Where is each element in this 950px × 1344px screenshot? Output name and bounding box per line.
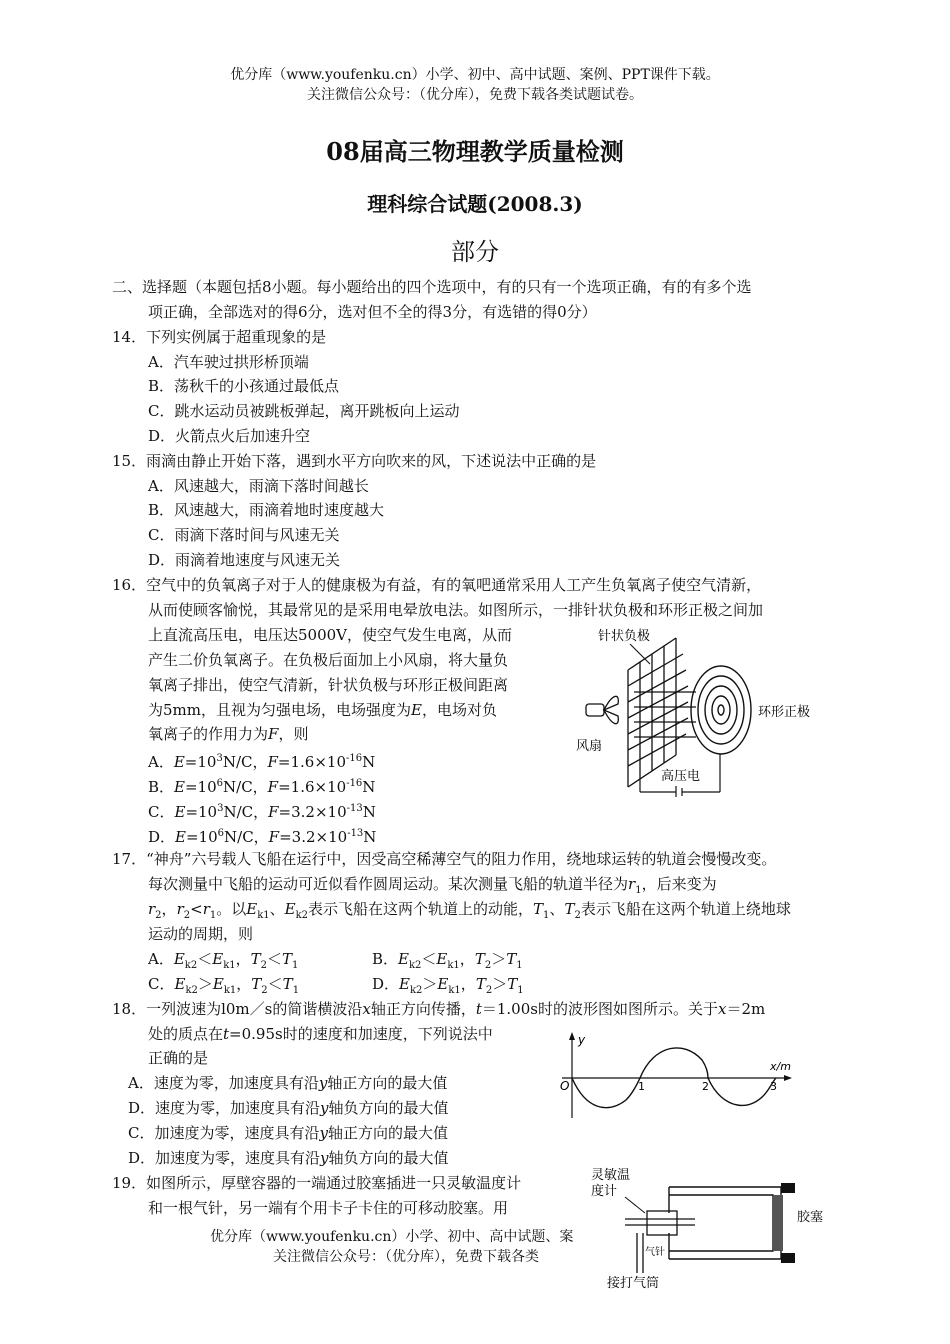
var-t: T (282, 975, 293, 993)
q18-line2 (148, 1022, 493, 1046)
sub-2: 2 (183, 910, 191, 921)
var-f: F (268, 828, 280, 846)
sub-1: 1 (635, 885, 642, 896)
option-label: C． (148, 803, 175, 821)
q16-line6-text-b: ，电场对负 (421, 701, 497, 719)
text: 表示飞船在这两个轨道上的动能， (308, 900, 534, 918)
section-instruction-line2: 项正确，全部选对的得6分，选对但不全的得3分，有选错的得0分） (148, 303, 597, 321)
text: 。以 (216, 900, 247, 918)
q16-option-d (148, 822, 376, 849)
q16-var-f: F (268, 725, 279, 743)
fan-icon (586, 696, 618, 723)
gt: ＞ (491, 950, 507, 968)
var-e: E (436, 950, 448, 968)
eq: = (277, 753, 291, 771)
y-axis-arrow (569, 1032, 575, 1040)
q15-option-b: B．风速越大，雨滴着地时速度越大 (148, 501, 385, 519)
sub-k2: k2 (185, 985, 198, 996)
text: 18．一列波速为l0m／s的简谐横波沿 (112, 1000, 363, 1018)
q15-option-a: A．风速越大，雨滴下落时间越长 (148, 477, 369, 495)
q16-line7-text-b: ，则 (278, 725, 309, 743)
var-e: E (284, 900, 296, 918)
var-e: E (212, 950, 224, 968)
q16-line4: 产生二价负氧离子。在负极后面加上小风扇，将大量负 (148, 651, 509, 669)
var-t: T (564, 900, 575, 918)
text: A．速度为零，加速度具有沿 (128, 1074, 319, 1092)
watermark-header-line2: 关注微信公众号：（优分库），免费下载各类试题试卷。 (307, 87, 643, 103)
comma: ， (459, 950, 475, 968)
var-e: E (173, 753, 185, 771)
gt: ＞ (197, 975, 213, 993)
q19-fig-needle-label: 气针 (645, 1247, 665, 1258)
var-r: r (148, 900, 156, 918)
var-e: E (398, 950, 409, 968)
q16-option-a (148, 747, 375, 774)
f-coef: 1.6 (290, 778, 315, 796)
sub-k2: k2 (408, 960, 422, 971)
f-coef: 3.2 (291, 803, 315, 821)
sub-k1: k1 (223, 985, 237, 996)
var-y: y (320, 1149, 329, 1167)
var-e: E (437, 975, 449, 993)
q15-option-c: C．雨滴下落时间与风速无关 (148, 526, 340, 544)
var-t: T (250, 950, 261, 968)
option-label: A． (148, 950, 174, 968)
var-r: r (176, 900, 184, 918)
q14-option-a: A．汽车驶过拱形桥顶端 (148, 353, 309, 371)
y-axis-label: y (578, 1033, 586, 1047)
option-label: D． (148, 828, 176, 846)
ring-electrode-spiral (691, 666, 751, 754)
var-f: F (267, 778, 279, 796)
lt: ＜ (267, 950, 283, 968)
var-e: E (399, 975, 410, 993)
therm-pointer-line (625, 1197, 645, 1213)
gt: ＞ (422, 975, 438, 993)
sub-2: 2 (485, 985, 493, 996)
unit-e: N/C， (223, 803, 269, 821)
f-exponent: -16 (346, 753, 363, 764)
watermark-header-line1: 优分库（www.youfenku.cn）小学、初中、高中试题、案例、PPT课件下载。 (230, 67, 720, 83)
option-label: D． (372, 975, 400, 993)
lt: ＜ (421, 950, 437, 968)
sub-2: 2 (261, 985, 268, 996)
q19-fig-plug-label: 胶塞 (797, 1210, 824, 1225)
eq-ten: =10 (184, 778, 217, 796)
q19-line2: 和一根气针，另一端有个用卡子卡住的可移动胶塞。用 (148, 1199, 509, 1217)
var-r: r (202, 900, 210, 918)
x-tick-3: 3 (770, 1080, 777, 1093)
text: 每次测量中飞船的运动可近似看作圆周运动。某次测量飞船的轨道半径为 (148, 875, 629, 893)
q16-option-c (148, 797, 376, 824)
e-exponent: 6 (217, 828, 225, 839)
comma: ， (236, 975, 252, 993)
text: 、 (549, 900, 565, 918)
sub-k1: k1 (257, 910, 270, 921)
q16-figure-ionizer (568, 622, 828, 797)
q14-stem: 14．下列实例属于超重现象的是 (112, 328, 327, 346)
q16-var-e: E (411, 701, 422, 719)
page-part: 部分 (451, 238, 499, 266)
unit-f: N (362, 778, 376, 796)
sub-1: 1 (543, 910, 550, 921)
var-e: E (174, 778, 185, 796)
air-needle-tube (637, 1233, 643, 1273)
var-t: T (251, 975, 262, 993)
section-instruction-line1: 二、选择题（本题包括8小题。每小题给出的四个选项中，有的只有一个选项正确，有的有多个选 (112, 278, 752, 296)
q18-option-a (128, 1071, 447, 1095)
q19-fig-therm-label-2: 度计 (591, 1184, 618, 1199)
var-f: F (267, 753, 278, 771)
page-title: 08届高三物理教学质量检测 (326, 137, 624, 166)
text: ＝2m (726, 1000, 766, 1018)
sub-k1: k1 (448, 985, 461, 996)
var-t: T (475, 975, 486, 993)
var-r: r (628, 875, 636, 893)
q19-line1: 19．如图所示，厚壁容器的一端通过胶塞插进一只灵敏温度计 (112, 1174, 522, 1192)
q16-line7-text: 氧离子的作用力为 (148, 725, 269, 743)
q18-line3: 正确的是 (148, 1049, 209, 1067)
sub-1: 1 (209, 910, 217, 921)
eq: = (278, 778, 291, 796)
text: < (190, 900, 203, 918)
var-t: T (533, 900, 544, 918)
var-e: E (174, 803, 186, 821)
text: C．加速度为零，速度具有沿 (128, 1124, 320, 1142)
var-e: E (246, 900, 258, 918)
var-e: E (212, 975, 224, 993)
text: ， (161, 900, 177, 918)
watermark-footer-line2: 关注微信公众号：（优分库），免费下载各类 (273, 1249, 539, 1265)
unit-f: N (363, 828, 377, 846)
f-coef: 3.2 (291, 828, 316, 846)
e-exponent: 3 (217, 803, 224, 814)
x-axis-arrow (784, 1075, 792, 1081)
needle-pointer-line (630, 644, 650, 664)
origin-label: O (560, 1079, 570, 1093)
var-e: E (174, 975, 186, 993)
q17-line1: 17．“神舟”六号载人飞船在运行中，因受高空稀薄空气的阻力作用，绕地球运转的轨道会慢慢改变。 (112, 850, 777, 868)
sub-2: 2 (155, 910, 162, 921)
q17-line4: 运动的周期，则 (148, 925, 254, 943)
x-tick-2: 2 (702, 1080, 709, 1093)
eq-ten: =10 (185, 803, 218, 821)
unit-f: N (362, 803, 376, 821)
sub-1: 1 (292, 960, 299, 971)
q16-line2: 从而使顾客愉悦，其最常见的是采用电晕放电法。如图所示，一排针状负极和环形正极之间加 (148, 601, 764, 619)
unit-e: N/C， (223, 778, 268, 796)
q19-figure-container (585, 1163, 845, 1293)
sub-k2: k2 (295, 910, 309, 921)
x-axis-label: x/m (770, 1060, 791, 1073)
text: 轴正方向的最大值 (327, 1124, 448, 1142)
var-t: T (474, 950, 485, 968)
lt: ＜ (197, 950, 213, 968)
var-e: E (175, 828, 186, 846)
f-exponent: -16 (346, 778, 363, 789)
text: D．速度为零，加速度具有沿 (128, 1099, 321, 1117)
q14-option-c: C．跳水运动员被跳板弹起，离开跳板向上运动 (148, 402, 460, 420)
var-e: E (173, 950, 185, 968)
var-y: y (319, 1124, 328, 1142)
text: 轴负方向的最大值 (328, 1099, 449, 1117)
option-label: C． (148, 975, 175, 993)
text: ＝1.00s时的波形图如图所示。关于 (481, 1000, 718, 1018)
q16-option-b (148, 772, 375, 799)
var-t: T (507, 975, 518, 993)
q18-option-c (128, 1121, 448, 1145)
text: ，后来变为 (641, 875, 717, 893)
q14-option-b: B．荡秋千的小孩通过最低点 (148, 377, 340, 395)
text: D．加速度为零，速度具有沿 (128, 1149, 321, 1167)
sub-2: 2 (574, 910, 581, 921)
gt: ＞ (492, 975, 508, 993)
f-coef: 1.6 (290, 753, 315, 771)
f-exponent: -13 (347, 828, 364, 839)
x-tick-1: 1 (638, 1080, 645, 1093)
q16-line7 (148, 722, 308, 746)
sub-2: 2 (260, 960, 268, 971)
var-t: t (223, 1025, 230, 1043)
unit-f: N (362, 753, 376, 771)
thermometer-plug (625, 1211, 695, 1235)
page-subtitle: 理科综合试题(2008.3) (367, 192, 583, 216)
text: 轴正方向传播， (370, 1000, 476, 1018)
sub-1: 1 (292, 985, 300, 996)
q18-line1 (112, 997, 765, 1021)
q16-fig-ring-label: 环形正极 (758, 705, 811, 720)
q16-line1: 16．空气中的负氧离子对于人的健康极为有益，有的氧吧通常采用人工产生负氧离子使空气清新， (112, 576, 762, 594)
sub-2: 2 (484, 960, 492, 971)
eq-ten: =10 (185, 828, 218, 846)
times-ten: ×10 (314, 803, 347, 821)
option-label: B． (372, 950, 399, 968)
q16-line3: 上直流高压电，电压达5000V，使空气发生电离，从而 (148, 626, 513, 644)
eq: = (279, 828, 292, 846)
var-t: T (506, 950, 517, 968)
q15-option-d: D．雨滴着地速度与风速无关 (148, 551, 341, 569)
thick-wall-container (669, 1187, 781, 1259)
lt: ＜ (267, 975, 283, 993)
text: 轴负方向的最大值 (328, 1149, 449, 1167)
sub-k2: k2 (409, 985, 423, 996)
text: 、 (269, 900, 285, 918)
text: 处的质点在 (148, 1025, 224, 1043)
clamp-bottom (781, 1253, 795, 1263)
q16-line6-text: 为5mm，且视为匀强电场，电场强度为 (148, 701, 411, 719)
e-exponent: 6 (216, 778, 224, 789)
option-label: A． (148, 753, 174, 771)
times-ten: ×10 (315, 828, 348, 846)
option-label: B． (148, 778, 175, 796)
q16-fig-hv-label: 高压电 (661, 769, 701, 784)
q16-fig-needle-label: 针状负极 (598, 629, 651, 644)
sub-k1: k1 (223, 960, 236, 971)
var-y: y (320, 1099, 329, 1117)
movable-plug (773, 1195, 783, 1251)
q16-line6 (148, 698, 497, 722)
q18-option-d (128, 1146, 449, 1170)
comma: ， (460, 975, 476, 993)
e-exponent: 3 (216, 753, 223, 764)
q18-option-b (128, 1096, 449, 1120)
text: 表示飞船在这两个轨道上绕地球 (580, 900, 791, 918)
sub-1: 1 (517, 985, 524, 996)
q16-line5: 氧离子排出，使空气清新，针状负极与环形正极间距离 (148, 676, 509, 694)
sub-k2: k2 (184, 960, 198, 971)
var-f: F (268, 803, 279, 821)
f-exponent: -13 (346, 803, 363, 814)
q14-option-d: D．火箭点火后加速升空 (148, 427, 311, 445)
var-y: y (318, 1074, 328, 1092)
sub-1: 1 (516, 960, 523, 971)
watermark-footer-line1: 优分库（www.youfenku.cn）小学、初中、高中试题、案 (210, 1229, 574, 1245)
unit-e: N/C， (222, 753, 268, 771)
text: 轴正方向的最大值 (327, 1074, 448, 1092)
eq: = (278, 803, 292, 821)
sub-k1: k1 (447, 960, 460, 971)
eq-ten: =10 (184, 753, 217, 771)
clamp-top (781, 1183, 795, 1193)
unit-e: N/C， (224, 828, 269, 846)
var-t: T (282, 950, 293, 968)
var-t: t (475, 1000, 482, 1018)
q16-fig-fan-label: 风扇 (576, 739, 603, 754)
var-x: x (717, 1000, 727, 1018)
q15-stem: 15．雨滴由静止开始下落，遇到水平方向吹来的风，下述说法中正确的是 (112, 452, 597, 470)
comma: ， (235, 950, 251, 968)
q19-fig-therm-label-1: 灵敏温 (591, 1168, 631, 1183)
q19-fig-pump-label: 接打气筒 (607, 1276, 660, 1291)
text: =0.95s时的速度和加速度，下列说法中 (229, 1025, 493, 1043)
needle-grid (628, 638, 696, 787)
times-ten: ×10 (314, 778, 347, 796)
q18-figure-wave (556, 1030, 796, 1122)
var-x: x (362, 1000, 371, 1018)
times-ten: ×10 (314, 753, 346, 771)
